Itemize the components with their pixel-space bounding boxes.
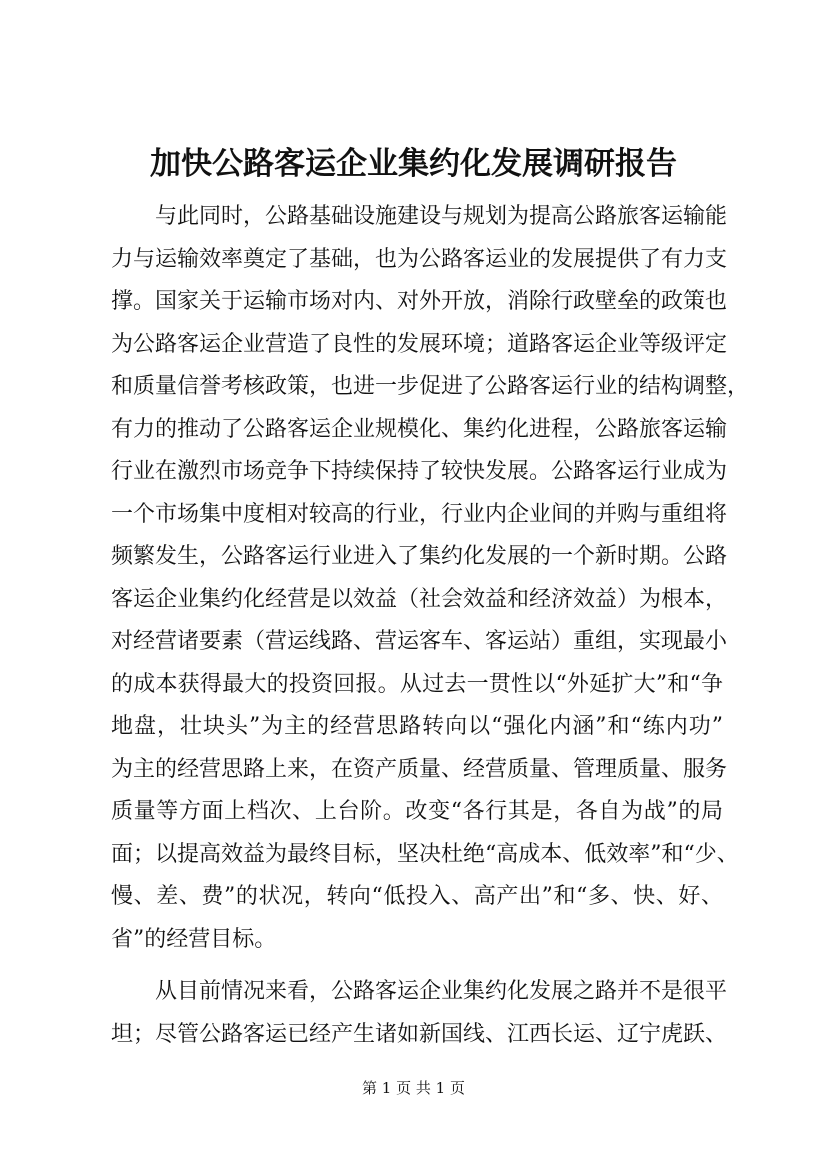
paragraph-line: 有力的推动了公路客运企业规模化、集约化进程，公路旅客运输 [111,416,728,442]
paragraph-line: 行业在激烈市场竞争下持续保持了较快发展。公路客运行业成为 [111,459,728,484]
paragraph-line: 频繁发生，公路客运行业进入了集约化发展的一个新时期。公路 [111,544,728,569]
paragraph-line: 为主的经营思路上来，在资产质量、经营质量、管理质量、服务 [111,756,728,782]
paragraph-line: 对经营诸要素（营运线路、营运客车、客运站）重组，实现最小 [111,629,728,654]
paragraph-line: 坦；尽管公路客运已经产生诸如新国线、江西长运、辽宁虎跃、 [111,1021,728,1047]
paragraph-line: 从目前情况来看，公路客运企业集约化发展之路并不是很平 [155,979,728,1004]
paragraph-line: 与此同时，公路基础设施建设与规划为提高公路旅客运输能 [155,204,728,229]
paragraph-line: 力与运输效率奠定了基础，也为公路客运业的发展提供了有力支 [111,246,728,272]
paragraph-1 [111,196,750,961]
document-title: 加快公路客运企业集约化发展调研报告 [150,146,677,182]
page-number-footer: 第 1 页 共 1 页 [362,1079,465,1097]
paragraph-line: 一个市场集中度相对较高的行业，行业内企业间的并购与重组将 [111,501,728,527]
paragraph-line: 客运企业集约化经营是以效益（社会效益和经济效益）为根本， [111,586,728,612]
paragraph-line: 质量等方面上档次、上台阶。改变“各行其是，各自为战”的局 [111,799,723,824]
paragraph-line: 省”的经营目标。 [111,926,277,952]
paragraph-line: 为公路客运企业营造了良性的发展环境；道路客运企业等级评定 [111,331,728,357]
paragraph-line: 面；以提高效益为最终目标，坚决杜绝“高成本、低效率”和“少、 [111,841,739,867]
paragraph-2 [111,971,728,1056]
paragraph-line: 和质量信誉考核政策，也进一步促进了公路客运行业的结构调整， [111,374,750,399]
paragraph-line: 地盘，壮块头”为主的经营思路转向以“强化内涵”和“练内功” [111,714,723,739]
paragraph-line: 慢、差、费”的状况，转向“低投入、高产出”和“多、快、好、 [111,884,723,909]
paragraph-line: 的成本获得最大的投资回报。从过去一贯性以“外延扩大”和“争 [111,671,723,697]
paragraph-line: 撑。国家关于运输市场对内、对外开放，消除行政壁垒的政策也 [111,289,728,314]
document-body [111,196,750,1056]
